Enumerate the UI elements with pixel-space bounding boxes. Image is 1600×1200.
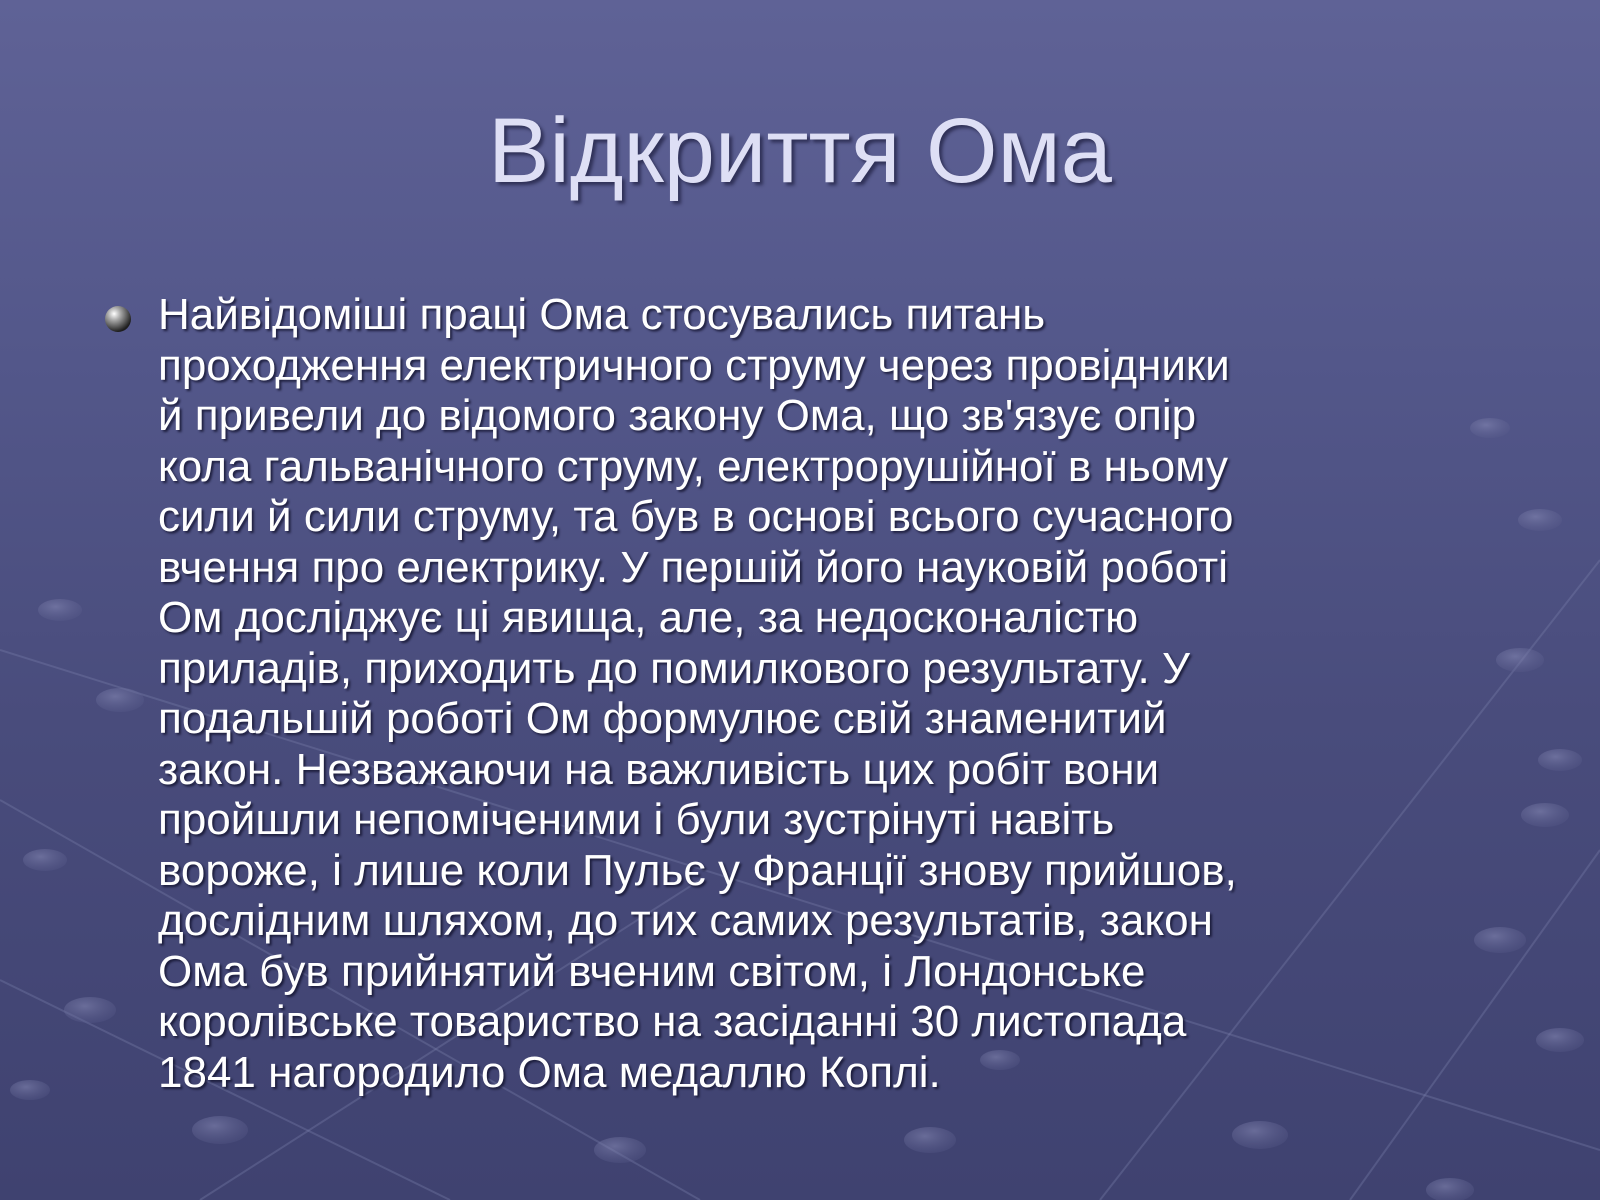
bullet-text: Найвідоміші праці Ома стосувались питань проходження електричного струму через провідники й привели до відомого закону Ома, що зв'язує опір кола гальванічного струму, електрорушійної в ньому сили й сили струму, та був в основі всього сучасного вчення про електрику. У першій його науковій роботі Ом досліджує ці явища, але, за недосконалістю приладів, приходить до помилкового результату. У подальшій роботі Ом формулює свій знаменитий закон. Незважаючи на важливість цих робіт вони пройшли непоміченими і були зустрінуті навіть вороже, і лише коли Пульє у Франції знову прийшов, дослідним шляхом, до тих самих результатів, закон Ома був прийнятий вченим світом, і Лондонське королівське товариство на засіданні 30 листопада 1841 нагородило Ома медаллю Коплі. <box>158 290 1237 1097</box>
bullet-item <box>100 290 1480 1098</box>
slide-title: Відкриття Ома <box>488 100 1112 202</box>
sphere-bullet-icon <box>103 304 133 334</box>
